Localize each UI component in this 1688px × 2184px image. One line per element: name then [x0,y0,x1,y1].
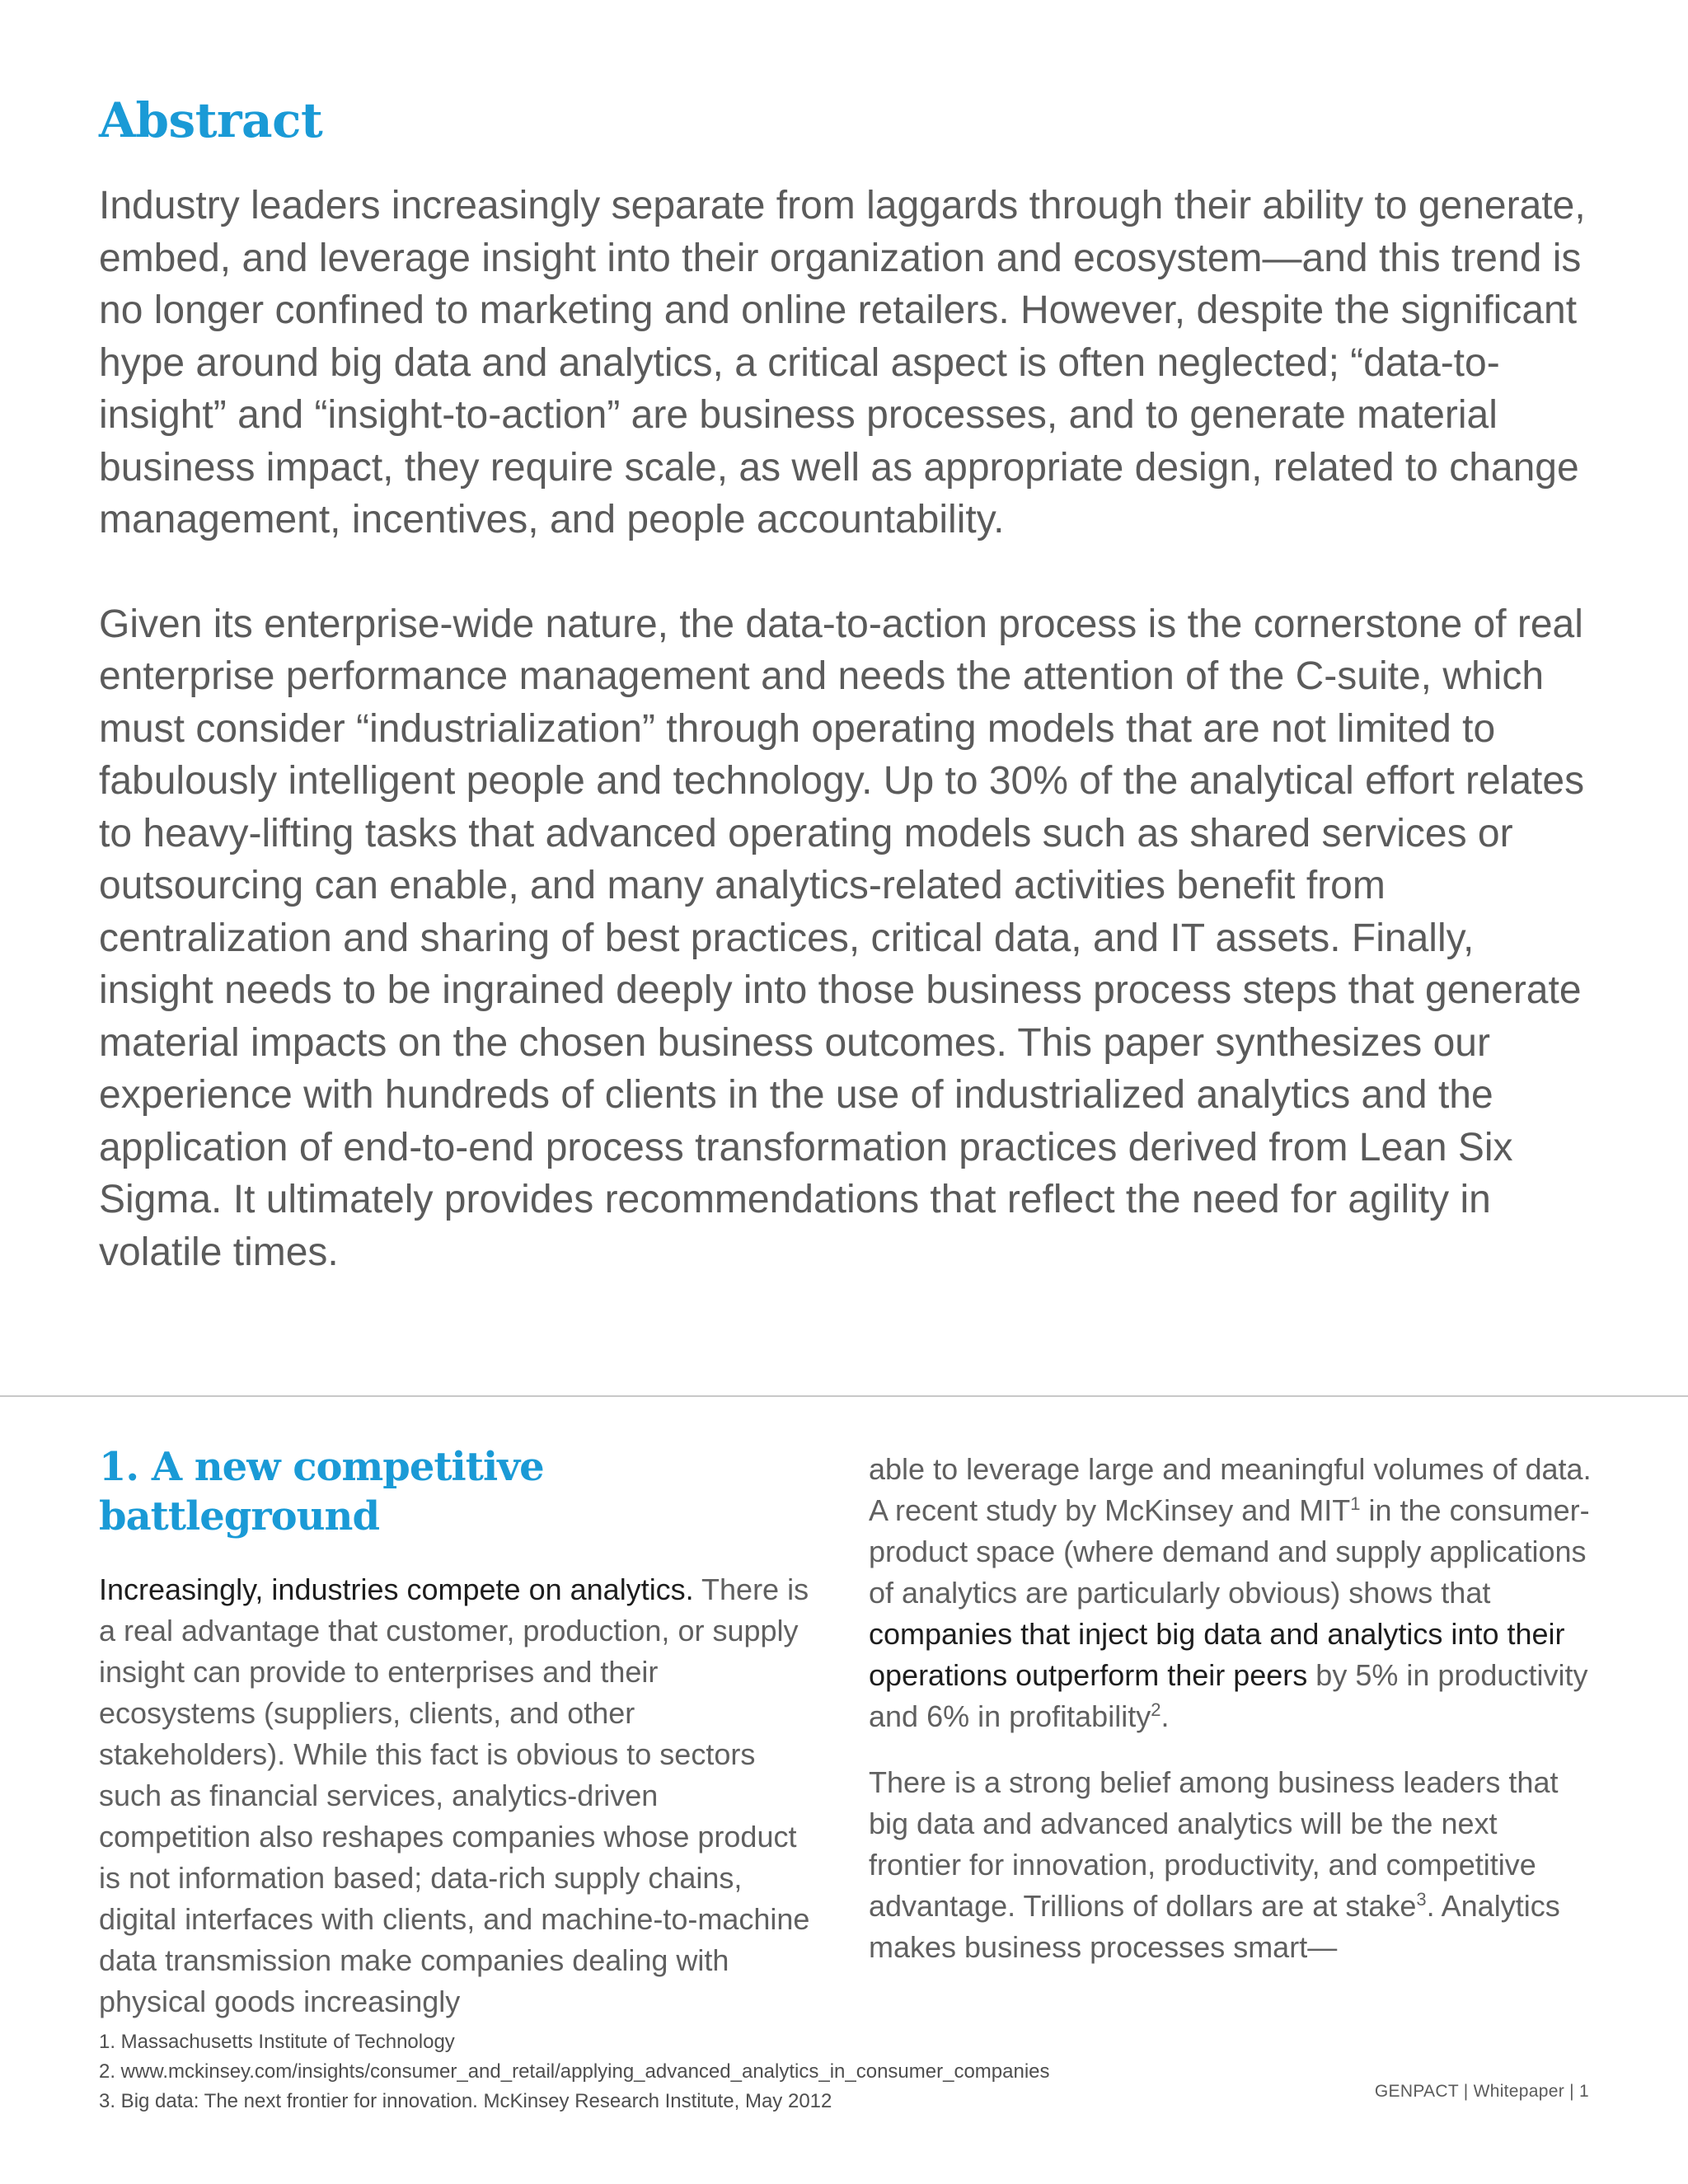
abstract-body [99,180,1591,1330]
right-p2-text-a: There is a strong belief among business leaders that big data and advanced analytics will be the next frontier for innovation, productivity, and competitive advantage. Trillions of dollars are at stake [869,1765,1559,1923]
footnote-ref-2: 2 [1151,1699,1161,1720]
left-column [99,1442,816,2022]
left-paragraph-text: There is a real advantage that customer, production, or supply insight can provide to enterprises and their ecosystems (suppliers, clients, and other stakeholders). While this fact is obvious to sectors such as financial services, analytics-driven competition also reshapes companies whose product is not information based; data-rich supply chains, digital interfaces with clients, and machine-to-machine data transmission make companies dealing with physical goods increasingly [99,1572,810,2018]
right-p1-text-a: able to leverage large and meaningful volumes of data. A recent study by McKinsey and MIT [869,1452,1592,1527]
right-p1-text-d: . [1160,1699,1170,1733]
footnote-3: 3. Big data: The next frontier for innovation. McKinsey Research Institute, May 2012 [99,2090,832,2112]
abstract-title: Abstract [99,92,323,148]
right-p2-text-b: . Analytics makes business processes smart— [869,1889,1560,1964]
abstract-paragraph-1: Industry leaders increasingly separate from laggards through their ability to generate, embed, and leverage insight into their organization and ecosystem—and this trend is no longer confined to marketing and online retailers. However, despite the significant hype around big data and analytics, a critical aspect is often neglected; “data-to-insight” and “insight-to-action” are business processes, and to generate material business impact, they require scale, as well as appropriate design, related to change management, incentives, and people accountability. [99,184,1586,541]
footnotes [99,2027,1050,2116]
emphasized-finding: companies that inject big data and analytics into their operations outperform their peers [869,1617,1565,1692]
footnote-ref-3: 3 [1416,1889,1427,1910]
right-p1-text-b: in the consumer-product space (where demand and supply applications of analytics are particularly obvious) shows that [869,1493,1590,1610]
lead-sentence: Increasingly, industries compete on analytics. [99,1572,694,1606]
section-divider [0,1395,1688,1397]
right-column-paragraph-2 [869,1762,1594,1968]
right-column-paragraph-1 [869,1449,1594,1737]
right-column [869,1449,1594,1968]
footnote-1: 1. Massachusetts Institute of Technology [99,2031,455,2053]
section-heading: 1. A new competitive battleground [99,1444,544,1540]
footnote-ref-1: 1 [1350,1493,1361,1514]
page-footer: GENPACT | Whitepaper | 1 [1374,2082,1589,2101]
footnote-2: 2. www.mckinsey.com/insights/consumer_and_retail/applying_advanced_analytics_in_consumer_companies [99,2060,1050,2083]
abstract-paragraph-2: Given its enterprise-wide nature, the data-to-action process is the cornerstone of real enterprise performance management and needs the attention of the C-suite, which must consider “industrialization” through operating models that are not limited to fabulously intelligent people and technology. Up to 30% of the analytical effort relates to heavy-lifting tasks that advanced operating models such as shared services or outsourcing can enable, and many analytics-related activities benefit from centralization and sharing of best practices, critical data, and IT assets. Finally, insight needs to be ingrained deeply into those business process steps that generate material impacts on the chosen business outcomes. This paper synthesizes our experience with hundreds of clients in the use of industrialized analytics and the application of end-to-end process transformation practices derived from Lean Six Sigma. It ultimately provides recommendations that reflect the need for agility in volatile times. [99,602,1585,1274]
left-column-paragraph [99,1569,816,2022]
right-p1-text-c: by 5% in productivity and 6% in profitability [869,1658,1588,1733]
